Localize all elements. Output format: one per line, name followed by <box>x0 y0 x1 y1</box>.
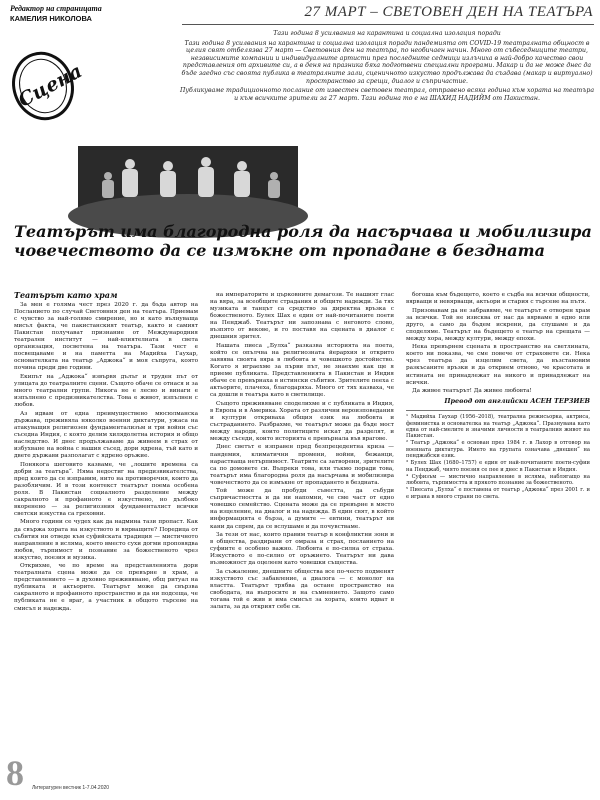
header-divider <box>182 24 594 25</box>
stage-photo <box>78 146 298 210</box>
intro-line-3: Публикуваме традиционното послание от известен световен театрал, отправено всяка година към хората на театъра и към всичките зрители за 27 март. Тази година то е на ШАХИД НАДИЙМ от Пакистан. <box>180 87 595 102</box>
intro-line-2: Тази година 8 усилвания на карантина и социална изолация поради пандемията от COVID-19 театралната общност в целия свят отбелязва 27 март — Световния ден на театъра, по необичаен начин. Много от събеседниците театри, независимите компании и индивидуалните артисти през последните седмици излъчиха в най-добро качество свои представления от архивите си, а в деня на празника бяха подготвени специални програми. Макар и да не може днес да бъде заедно със своята публика в театралните зали, сценичното изкуство продължава да създава (макар и виртуално) пространство за срещи, диалог и съпричастие. <box>181 39 593 85</box>
paragraph: Открихме, че по време на представленията дори театралната сцена може да се превърне в храм, а представлението — в духовно преживяване, общ ритуал на публиката и актьорите. Театърът може да свързва сакралното и профанното пространство и да ни подсеща, че публиката не е враг, а участник в общото търсене на смисъл и надежда. <box>14 563 198 612</box>
paragraph: Призовавам да не забравяме, че театърът е отворен храм за всички. Той не изисква от нас да вярваме в едно или друго, а само да бъдем искрени, да слушаме и да споделяме. Театърът на бъдещето е театър на срещата — между хора, между култури, между епохи. <box>406 307 590 342</box>
paragraph: Днес светът е изправен пред безпрецедентна криза — пандемия, климатични промени, войни, бежанци, нарастваща нетърпимост. Театрите са затворени, зрителите са по домовете си. Въпреки това, или тъкмо поради това, театърът има благородна роля да насърчава и мобилизира човечеството да се измъкне от пропадането в бездната. <box>210 444 394 486</box>
column-1 <box>14 292 198 762</box>
intro-line-1: Тази година 8 усилвания на карантина и социална изолация поради <box>273 30 501 37</box>
footnote: ² Театър „Аджока“ е основан през 1984 г. в Лахор в отговор на военната диктатура. Името на групата означава „днешен“ на пенджабски език. <box>406 440 590 459</box>
paragraph: Много години се чудех как да надмина тази пропаст. Как да свържа хората на изкуството и вярващите? Поредица от събития ни отведе към суфийската традиция — мистичното направление в исляма, което вместо сухи догми проповядва любов, търпимост и познание за божественото чрез изкуство, поезия и музика. <box>14 519 198 561</box>
paragraph: Нека превърнем сцената в пространство на светлината, което ни показва, че сме повече от страховете си. Нека чрез театъра да изцелим света, да възстановим разкъсаните връзки и да открием отново, че красотата и истината не принадлежат на никого и принадлежат на всички. <box>406 344 590 386</box>
paragraph: на императорите и църковните демагози. Те нашият глас на вяра, за всеобщите страдания и общите надежди. За тях музиката и танцът са средство за директна връзка с божественото. Булех Шах е един от най-почитаните поети на Пенджаб. Театърът ни запознава с неговото слово, възпято от векове, и го поставя на сцената в диалог с днешния зрител. <box>210 292 394 341</box>
paragraph: Да живее театърът! Да живее любовта! <box>412 388 532 395</box>
page-title: 27 МАРТ – СВЕТОВЕН ДЕН НА ТЕАТЪРА <box>304 4 593 20</box>
page-number: 8 <box>6 753 24 793</box>
column-3 <box>406 292 590 762</box>
footnotes <box>406 410 590 500</box>
paragraph: Аз идвам от една преимуществено мюсюлманска държава, преживяла няколко военни диктатури, ужаса на атакуващия религиозен фундаментализъм и три войни със съседна Индия, с която делим хилядолетна история и общо наследство. И днес продължаваме да живеем в страх от избухване на война с нашия съсед, дори ядрена, тъй като и двете държави разполагат с ядрено оръжие. <box>14 410 198 460</box>
paragraph: Екипът на „Аджока“ извървя дълъг и труден път от улицата до театралните сцени. Същото обаче се отнася и за много театрални групи. Никога не е лесно и винаги е изпълнено с предизвикателства. Това е живот, изпълнен с любов. <box>14 374 198 409</box>
paragraph: Той може да пробуди съвестта, да събуди съпричастността и да ни напомни, че сме част от едно човешко семейство. Сцената може да се превърне в място на изцеление, на диалог и на надежда. В един свят, в който информацията е бърза, а думите — евтини, театърът ни кани да спрем, да се вслушаме и да почувстваме. <box>210 488 394 530</box>
editor-credit <box>10 4 170 24</box>
footnote: ³ Булех Шах (1680–1757) е един от най-почитаните поети-суфии на Пенджаб, чиято поезия се пее и днес в Пакистан и Индия. <box>406 460 590 473</box>
article-headline: Театърът има благородна роля да насърчава и мобилизира човечеството да се измъкне от пропадане в бездната <box>14 222 592 260</box>
performance-photo-image <box>78 146 298 210</box>
paragraph: богоша към бъдещето, което е съдба на всички общности, вярващи и невярващи, актьори и стария с търсене на пътя. <box>406 292 590 306</box>
paragraph: За мен е голяма чест през 2020 г. да бъда автор на Посланието по случай Световния ден на театъра. Приемам с чувство за най-голямо смирение, но и като вълнуваща мисъл факта, че пакистанският театър, както и самият Пакистан получават признание от Международния театрален институт — най-влиятелната в света организация, посветена на театъра. Тази чест е посвещаваме и на паметта на Мадийха Гаухар, основателката на театър „Аджока“ и моя съпруга, която почина преди две години. <box>14 302 198 372</box>
section-heading: Театърът като храм <box>14 290 118 300</box>
article-body <box>14 292 594 762</box>
paragraph: За тези от нас, които правим театър в конфликтни зони и в общества, раздирани от омраза и страх, посланието на суфиите е особено важно. Любовта е по-силна от страха. Изкуството е по-силно от оръжието. Театърът ни дава възможност да оцелеем като човешки същества. <box>210 532 394 567</box>
section-logo <box>10 48 86 122</box>
editor-name: КАМЕЛИЯ НИКОЛОВА <box>10 14 92 23</box>
logo-text: Сцена <box>14 60 86 112</box>
paragraph: Нашата пиеса „Булха“ разказва историята на поета, който се опълчва на религиозната йерархия и открито заявява своята вяра в любовта и човешкото достойнство. Когато я играехме за първи път, не знаехме как ще я приеме публиката. Представленията в Пакистан и Индия обаче се превърнаха в истински събития. Зрителите пееха с актьорите, плачеха, благодаряха. Много от тях казваха, че са дошли в театъра като в светилище. <box>210 342 394 399</box>
translator-credit: Превод от английски АСЕН ТЕРЗИЕВ <box>444 397 590 406</box>
footnote: ⁴ Суфизъм — мистично направление в исляма, наблягащо на любовта, търпимостта и прякото познание за божественото. <box>406 473 590 487</box>
footnote: ¹ Мадийха Гаухар (1956–2018), театрална режисьорка, актриса, феминистка и основателка на театър „Аджока“. Празнувана като една от най-смелите и значими личности в театралния живот на Пакистан. <box>406 414 590 440</box>
paragraph: Понякога шеговито казваме, че „лошите времена са добри за театъра“. Няма недостиг на предизвикателства, пред които да се изправим, нито на противоречия, които да разобличим. И в този контекст театърът поема особена роля. В Пакистан социалното разделение между сакралното и профанното е изкуствено, но дълбоко вкоренено — за религиозния фундаменталист всички светски изкуства са греховни. <box>14 461 198 517</box>
paragraph: За съжаление, днешните общества все по-често подменят изкуството със забавление, а диалога — с монолог на властта. Театърът трябва да остане пространство на свободата, на въпросите и на съмнението. Защото само тогава той е жив и има смисъл за хората, които идват в залата, за да открият себе си. <box>210 568 394 611</box>
editor-label: Редактор на страницата <box>10 4 102 13</box>
masks-logo-icon <box>10 48 86 122</box>
paragraph: Същото преживяване споделихме и с публиката в Индия, в Европа и в Америка. Хората от различни вероизповедания и култури откриваха общия език на любовта и състраданието. Разбрахме, че театърът може да бъде мост между народи, които политиците искат да разделят, и между съседи, които историята е превърнала във врагове. <box>210 400 394 442</box>
footnote: ⁵ Пиесата „Булха“ е поставена от театър „Аджока“ през 2001 г. и е играна в много страни по света. <box>406 487 590 500</box>
publication-note: Литературен вестник 1-7.04.2020 <box>32 785 110 791</box>
intro-block <box>180 30 594 104</box>
column-2 <box>210 292 394 762</box>
